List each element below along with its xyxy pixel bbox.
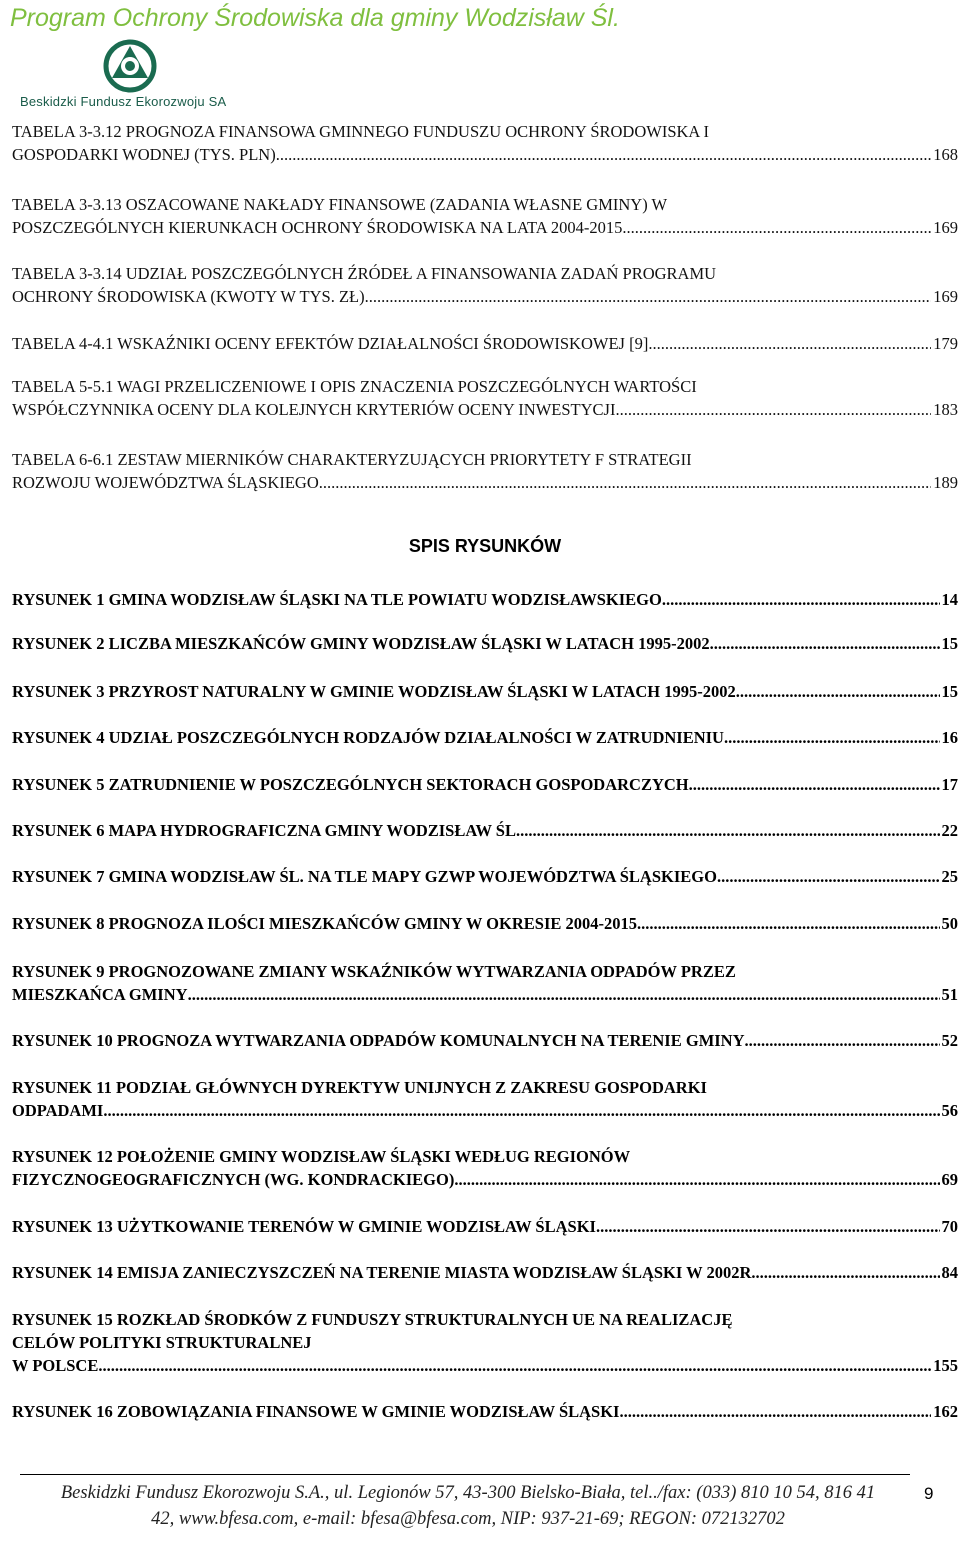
figure-page-number: 155	[933, 1356, 958, 1375]
figure-title-line: RYSUNEK 3 PRZYROST NATURALNY W GMINIE WODZISŁAW ŚLĄSKI W LATACH 1995-2002	[12, 682, 736, 701]
company-logo	[20, 38, 260, 112]
dot-leader	[745, 1029, 940, 1052]
figure-page-number: 84	[941, 1263, 958, 1282]
figure-title-line: RYSUNEK 9 PROGNOZOWANE ZMIANY WSKAŹNIKÓW WYTWARZANIA ODPADÓW PRZEZ	[12, 962, 736, 981]
table-entry[interactable]	[12, 262, 958, 308]
figure-entry[interactable]	[12, 865, 958, 888]
table-entry[interactable]	[12, 375, 958, 421]
figure-title-line: ODPADAMI	[12, 1101, 104, 1120]
figure-title-line: RYSUNEK 12 POŁOŻENIE GMINY WODZISŁAW ŚLĄSKI WEDŁUG REGIONÓW	[12, 1147, 631, 1166]
footer-divider	[20, 1474, 910, 1475]
figure-page-number: 52	[941, 1031, 958, 1050]
figure-page-number: 25	[941, 867, 958, 886]
figure-title-line: CELÓW POLITYKI STRUKTURALNEJ	[12, 1333, 312, 1352]
dot-leader	[710, 632, 940, 655]
figure-title-line: MIESZKAŃCA GMINY	[12, 985, 188, 1004]
table-title-line: TABELA 3-3.14 UDZIAŁ POSZCZEGÓLNYCH ŹRÓDEŁ A FINANSOWANIA ZADAŃ PROGRAMU	[12, 264, 717, 283]
figure-title-line: FIZYCZNOGEOGRAFICZNYCH (WG. KONDRACKIEGO)	[12, 1170, 455, 1189]
figure-entry[interactable]	[12, 1145, 958, 1191]
figure-page-number: 56	[941, 1101, 958, 1120]
table-page-number: 169	[933, 218, 958, 237]
dot-leader	[648, 332, 931, 355]
figure-title-line: RYSUNEK 6 MAPA HYDROGRAFICZNA GMINY WODZISŁAW ŚL	[12, 821, 516, 840]
dot-leader	[619, 1400, 931, 1423]
table-entry[interactable]	[12, 332, 958, 355]
table-title-line: ROZWOJU WOJEWÓDZTWA ŚLĄSKIEGO	[12, 473, 319, 492]
table-page-number: 179	[933, 334, 958, 353]
dot-leader	[736, 680, 940, 703]
figure-entry[interactable]	[12, 1308, 958, 1377]
figure-page-number: 15	[941, 634, 958, 653]
dot-leader	[516, 819, 940, 842]
figure-title-line: RYSUNEK 10 PROGNOZA WYTWARZANIA ODPADÓW KOMUNALNYCH NA TERENIE GMINY	[12, 1031, 745, 1050]
table-title-line: TABELA 5-5.1 WAGI PRZELICZENIOWE I OPIS ZNACZENIA POSZCZEGÓLNYCH WARTOŚCI	[12, 377, 697, 396]
figure-title-line: RYSUNEK 2 LICZBA MIESZKAŃCÓW GMINY WODZISŁAW ŚLĄSKI W LATACH 1995-2002	[12, 634, 710, 653]
figure-title-line: RYSUNEK 4 UDZIAŁ POSZCZEGÓLNYCH RODZAJÓW DZIAŁALNOŚCI W ZATRUDNIENIU	[12, 728, 724, 747]
dot-leader	[689, 773, 940, 796]
footer	[18, 1480, 918, 1532]
table-page-number: 169	[933, 287, 958, 306]
dot-leader	[622, 216, 931, 239]
figure-entry[interactable]	[12, 1076, 958, 1122]
figure-title-line: RYSUNEK 16 ZOBOWIĄZANIA FINANSOWE W GMINIE WODZISŁAW ŚLĄSKI	[12, 1402, 620, 1421]
dot-leader	[637, 912, 940, 935]
table-entry[interactable]	[12, 120, 958, 166]
figure-title-line: RYSUNEK 13 UŻYTKOWANIE TERENÓW W GMINIE WODZISŁAW ŚLĄSKI	[12, 1217, 596, 1236]
figure-page-number: 50	[941, 914, 958, 933]
figure-page-number: 51	[941, 985, 958, 1004]
figure-entry[interactable]	[12, 1029, 958, 1052]
dot-leader	[276, 143, 932, 166]
dot-leader	[103, 1099, 939, 1122]
figure-page-number: 22	[941, 821, 958, 840]
figure-entry[interactable]	[12, 1400, 958, 1423]
dot-leader	[756, 1261, 940, 1284]
table-title-line: GOSPODARKI WODNEJ (TYS. PLN)	[12, 145, 276, 164]
table-page-number: 189	[933, 473, 958, 492]
footer-line-2: 42, www.bfesa.com, e-mail: bfesa@bfesa.com, NIP: 937-21-69; REGON: 072132702	[151, 1509, 785, 1529]
logo-emblem-icon	[100, 38, 160, 94]
figure-page-number: 17	[941, 775, 958, 794]
footer-line-1: Beskidzki Fundusz Ekorozwoju S.A., ul. Legionów 57, 43-300 Bielsko-Biała, tel../fax: (033) 810 10 54, 816 41	[60, 1483, 876, 1503]
dot-leader	[188, 983, 940, 1006]
figure-entry[interactable]	[12, 912, 958, 935]
table-title-line: WSPÓŁCZYNNIKA OCENY DLA KOLEJNYCH KRYTERIÓW OCENY INWESTYCJI	[12, 400, 616, 419]
figure-title-line: RYSUNEK 14 EMISJA ZANIECZYSZCZEŃ NA TERENIE MIASTA WODZISŁAW ŚLĄSKI W 2002R.	[12, 1263, 756, 1282]
table-title-line: TABELA 3-3.13 OSZACOWANE NAKŁADY FINANSOWE (ZADANIA WŁASNE GMINY) W	[12, 195, 668, 214]
figure-title-line: RYSUNEK 1 GMINA WODZISŁAW ŚLĄSKI NA TLE POWIATU WODZISŁAWSKIEGO	[12, 590, 662, 609]
figures-heading: SPIS RYSUNKÓW	[408, 536, 562, 556]
figure-entry[interactable]	[12, 1261, 958, 1284]
logo-text: Beskidzki Fundusz Ekorozwoju SA	[20, 94, 227, 109]
dot-leader	[724, 726, 940, 749]
figure-title-line: W POLSCE	[12, 1356, 99, 1375]
figure-title-line: RYSUNEK 15 ROZKŁAD ŚRODKÓW Z FUNDUSZY STRUKTURALNYCH UE NA REALIZACJĘ	[12, 1310, 733, 1329]
dot-leader	[454, 1168, 939, 1191]
dot-leader	[662, 588, 940, 611]
figure-entry[interactable]	[12, 588, 958, 611]
figure-title-line: RYSUNEK 8 PROGNOZA ILOŚCI MIESZKAŃCÓW GMINY W OKRESIE 2004-2015	[12, 914, 637, 933]
figure-entry[interactable]	[12, 632, 958, 655]
figure-entry[interactable]	[12, 773, 958, 796]
table-page-number: 168	[933, 145, 958, 164]
table-entry[interactable]	[12, 448, 958, 494]
table-title-line: POSZCZEGÓLNYCH KIERUNKACH OCHRONY ŚRODOWISKA NA LATA 2004-2015	[12, 218, 623, 237]
dot-leader	[98, 1354, 931, 1377]
table-title-line: OCHRONY ŚRODOWISKA (KWOTY W TYS. ZŁ)	[12, 287, 365, 306]
figure-page-number: 16	[941, 728, 958, 747]
table-title-line: TABELA 3-3.12 PROGNOZA FINANSOWA GMINNEGO FUNDUSZU OCHRONY ŚRODOWISKA I	[12, 122, 710, 141]
figure-entry[interactable]	[12, 819, 958, 842]
table-page-number: 183	[933, 400, 958, 419]
figure-entry[interactable]	[12, 680, 958, 703]
page-number: 9	[924, 1484, 934, 1503]
figure-title-line: RYSUNEK 11 PODZIAŁ GŁÓWNYCH DYREKTYW UNIJNYCH Z ZAKRESU GOSPODARKI	[12, 1078, 707, 1097]
figure-page-number: 70	[941, 1217, 958, 1236]
table-title-line: TABELA 6-6.1 ZESTAW MIERNIKÓW CHARAKTERYZUJĄCYCH PRIORYTETY F STRATEGII	[12, 450, 692, 469]
document-header-title: Program Ochrony Środowiska dla gminy Wodzisław Śl.	[10, 4, 620, 32]
dot-leader	[615, 398, 931, 421]
figure-page-number: 14	[941, 590, 958, 609]
dot-leader	[596, 1215, 940, 1238]
figure-entry[interactable]	[12, 1215, 958, 1238]
figure-entry[interactable]	[12, 726, 958, 749]
figure-entry[interactable]	[12, 960, 958, 1006]
dot-leader	[319, 471, 932, 494]
figure-title-line: RYSUNEK 7 GMINA WODZISŁAW ŚL. NA TLE MAPY GZWP WOJEWÓDZTWA ŚLĄSKIEGO	[12, 867, 717, 886]
table-entry[interactable]	[12, 193, 958, 239]
table-title-line: TABELA 4-4.1 WSKAŹNIKI OCENY EFEKTÓW DZIAŁALNOŚCI ŚRODOWISKOWEJ [9]	[12, 334, 649, 353]
dot-leader	[717, 865, 940, 888]
figure-page-number: 162	[933, 1402, 958, 1421]
figure-title-line: RYSUNEK 5 ZATRUDNIENIE W POSZCZEGÓLNYCH SEKTORACH GOSPODARCZYCH	[12, 775, 689, 794]
figure-page-number: 15	[941, 682, 958, 701]
figure-page-number: 69	[941, 1170, 958, 1189]
dot-leader	[365, 285, 932, 308]
